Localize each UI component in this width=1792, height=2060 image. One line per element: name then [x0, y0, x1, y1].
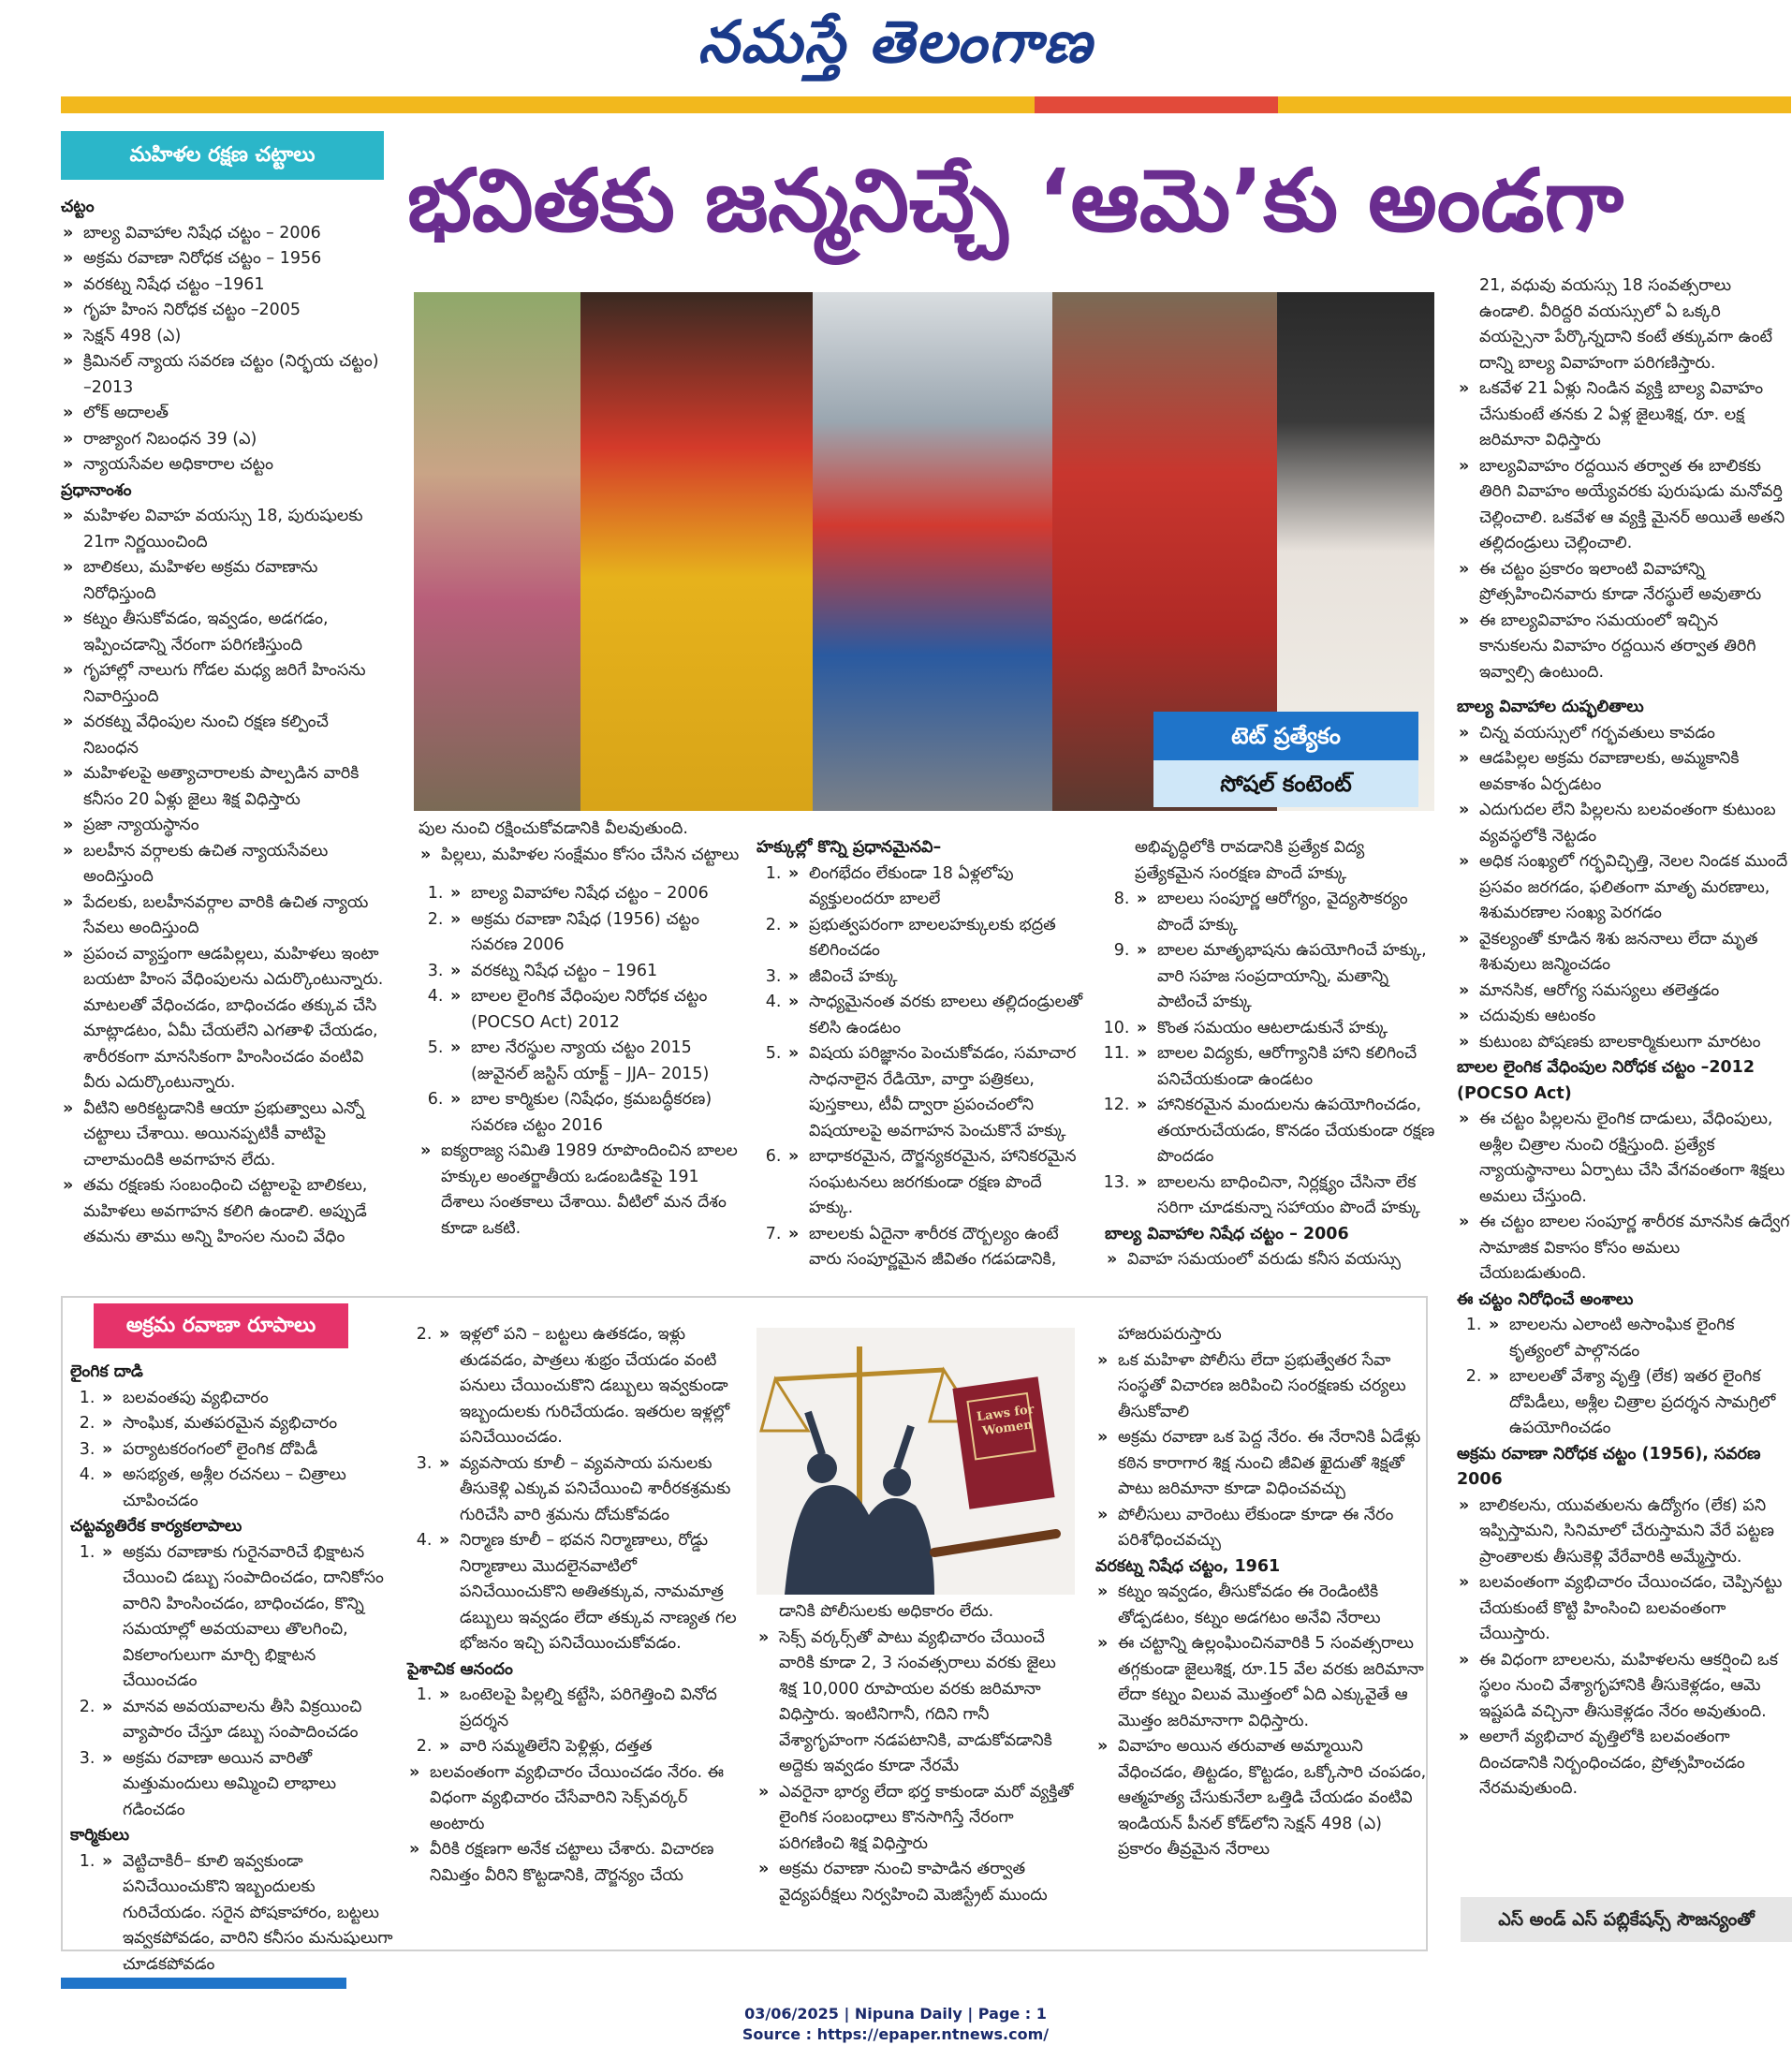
list-item: » 10. కొంత సమయం ఆటలాడుకునే హక్కు: [1135, 1016, 1437, 1042]
rights-list: [756, 861, 1089, 1273]
list-item: » ప్రజా న్యాయస్థానం: [61, 813, 389, 839]
list-item: » ప్రపంచ వ్యాప్తంగా ఆడపిల్లలు, మహిళలు ఇంటా బయటా హింస వేధింపులను ఎదుర్కొంటున్నారు. మాటలతో వేధించడం, బాధించడం తక్కువ చేసి మాట్లాడటం, ఏమీ చేయలేని ఎగతాళి చేయడం, శారీరకంగా మానసికంగా హింసించడం వంటివి వీరు ఎదుర్కొంటున్నారు.: [61, 942, 389, 1096]
masthead: [0, 0, 1791, 89]
list-item: » అక్రమ రవాణా నిరోధక చట్టం – 1956: [61, 246, 389, 272]
bullet-list: [1095, 1348, 1428, 1554]
list-item: » 1. బలవంతపు వ్యభిచారం: [100, 1386, 393, 1412]
right-column: [1457, 273, 1791, 1889]
list-item: » కట్నం తీసుకోవడం, ఇవ్వడం, అడగడం, ఇప్పించడాన్ని నేరంగా పరిగణిస్తుంది: [61, 607, 389, 658]
list-item: » మానసిక, ఆరోగ్య సమస్యలు తలెత్తడం: [1457, 978, 1791, 1005]
section-heading: వరకట్న నిషేధ చట్టం, 1961: [1095, 1556, 1281, 1576]
list-item: » 6. బాల కార్మికుల (నిషేధం, క్రమబద్ధీకరణ) సవరణ చట్టం 2016: [448, 1087, 742, 1139]
list-item: » 3. అక్రమ రవాణా అయిన వారితో మత్తుమందులు అమ్మించి లాభాలు గడించడం: [100, 1746, 393, 1824]
section-heading: హక్కుల్లో కొన్ని ప్రధానమైనవి–: [756, 838, 942, 857]
list-item: » 4. బాలల లైంగిక వేధింపుల నిరోధక చట్టం (POCSO Act) 2012: [448, 984, 742, 1036]
book-cover-text: Laws for Women: [976, 1402, 1036, 1439]
list-item: » 2. మానవ అవయవాలను తీసి విక్రయించి వ్యాపారం చేస్తూ డబ్బు సంపాదించడం: [100, 1695, 393, 1746]
credit-line: ఎస్ అండ్ ఎస్ పబ్లికేషన్స్ సౌజన్యంతో: [1461, 1897, 1792, 1942]
section-heading: బాల్య వివాహాల దుష్ఫలితాలు: [1457, 698, 1644, 716]
caption-special: టెట్ ప్రత్యేకం: [1153, 712, 1418, 760]
list-item: » 2. సాంఘిక, మతపరమైన వ్యభిచారం: [100, 1411, 393, 1437]
list-item: » అధిక సంఖ్యలో గర్భవిచ్ఛిత్తి, నెలల నిండక ముందే ప్రసవం జరగడం, ఫలితంగా మాతృ మరణాలు, శిశుమరణాల సంఖ్య పెరగడం: [1457, 849, 1791, 927]
list-item: » బాలికలు, మహిళల అక్రమ రవాణాను నిరోధిస్తుంది: [61, 555, 389, 607]
justice-illustration: [756, 1328, 1075, 1595]
list-item: » క్రిమినల్ న్యాయ సవరణ చట్టం (నిర్భయ చట్టం) –2013: [61, 349, 389, 401]
list-item: » 5. విషయ పరిజ్ఞానం పెంచుకోవడం, సమాచార సాధనాలైన రేడియో, వార్తా పత్రికలు, పుస్తకాలు, టీవీ ద్వారా ప్రపంచంలోని విషయాలపై అవగాహన పెంచుకొనే హక్కు: [786, 1041, 1089, 1144]
bullet-list: [1105, 1247, 1437, 1273]
list-item: » బలవంతంగా వ్యభిచారం చేయించడం, చెప్పినట్టు చేయకుంటే కొట్టి హింసించి బలవంతంగా చేయిస్తారు.: [1457, 1570, 1791, 1648]
effects-list: [1457, 721, 1791, 1056]
list-item: » లోక్ అదాలత్: [61, 401, 389, 427]
box-column-1: [70, 1360, 393, 1974]
list-item: » కట్నం ఇవ్వడం, తీసుకోవడం ఈ రెండింటికి తోడ్పడటం, కట్నం అడగటం అనేవి నేరాలు: [1095, 1580, 1428, 1631]
illegal-list: [70, 1540, 393, 1824]
column-2: [419, 817, 742, 1285]
list-item: » 5. బాల నేరస్థుల న్యాయ చట్టం 2015 (జువైనల్ జస్టిస్ యాక్ట్ – JJA– 2015): [448, 1036, 742, 1087]
list-item: » ఐక్యరాజ్య సమితి 1989 రూపొందించిన బాలల హక్కుల అంతర్జాతీయ ఒడంబడికపై 191 దేశాలు సంతకాలు చేశాయి. వీటిలో మన దేశం కూడా ఒకటి.: [419, 1139, 742, 1242]
top-rule-accent: [1035, 96, 1278, 113]
paragraph: పుల నుంచి రక్షించుకోవడానికి వీలవుతుంది.: [419, 819, 688, 838]
list-item: » ఈ విధంగా బాలలను, మహిళలను ఆకర్షించి ఒక స్థలం నుంచి వేశ్యాగృహానికి తీసుకెళ్లడం, ఆమె ఇష్టపడి వచ్చినా తీసుకెళ్లడం నేరం అవుతుంది.: [1457, 1648, 1791, 1726]
column-3: [756, 835, 1089, 1285]
list-item: » వీరికి రక్షణగా అనేక చట్టాలు చేశారు. విచారణ నిమిత్తం వీరిని కొట్టడానికి, దౌర్జన్యం చేయ: [407, 1837, 737, 1889]
list-item: » వివాహ సమయంలో వరుడు కనీస వయస్సు: [1105, 1247, 1437, 1273]
list-item: » ఈ చట్టం పిల్లలను లైంగిక దాడులు, వేధింపులు, అశ్లీల చిత్రాల నుంచి రక్షిస్తుంది. ప్రత్యేక న్యాయస్థానాలు ఏర్పాటు చేసి వేగవంతంగా శిక్షలు అమలు చేస్తుంది.: [1457, 1107, 1791, 1210]
list-item: » 2. ఇళ్లలో పని – బట్టలు ఉతకడం, ఇళ్లు తుడవడం, పాత్రలు శుభ్రం చేయడం వంటి పనులు చేయించుకొని డబ్బులు ఇవ్వకుండా ఇబ్బందులకు గురిచేయడం. ఇతరుల ఇళ్లల్లో పనిచేయించడం.: [437, 1322, 737, 1451]
bullet-list: [407, 1760, 737, 1890]
list-item: » 4. అసభ్యత, అశ్లీల రచనలు – చిత్రాలు చూపించడం: [100, 1463, 393, 1514]
bottom-rule: [61, 1978, 346, 1989]
list-item: » వివాహం అయిన తరువాత అమ్మాయిని వేధించడం, తిట్టడం, కొట్టడం, ఒక్కోసారి చంపడం, ఆత్మహత్య చేసుకునేలా ఒత్తిడి చేయడం వంటివి ఇండియన్ పీనల్ కోడ్‌లోని సెక్షన్ 498 (ఎ) ప్రకారం తీవ్రమైన నేరాలు: [1095, 1734, 1428, 1863]
section-tag: మహిళల రక్షణ చట్టాలు: [61, 131, 384, 180]
section-heading: చట్టవ్యతిరేక కార్యకలాపాలు: [70, 1517, 242, 1536]
paragraph: డానికి పోలీసులకు అధికారం లేదు.: [779, 1602, 994, 1621]
list-item: » 4. సాధ్యమైనంత వరకు బాలలు తల్లిదండ్రులతో కలిసి ఉండటం: [786, 990, 1089, 1041]
list-item: » పోలీసులు వారెంటు లేకుండా కూడా ఈ నేరం పరిశోధించవచ్చు: [1095, 1503, 1428, 1554]
paragraph: హాజరుపరుస్తారు: [1118, 1325, 1222, 1344]
list-item: » తమ రక్షణకు సంబంధించి చట్టాలపై బాలికలు, మహిళలు అవగాహన కలిగి ఉండాలి. అప్పుడే తమను తాము అన్ని హింసల నుంచి వేధిం: [61, 1173, 389, 1251]
bullet-list: [419, 1139, 742, 1242]
list-item: » ఎవరైనా భార్య లేదా భర్త కాకుండా మరో వ్యక్తితో లైంగిక సంబంధాలు కొనసాగిస్తే నేరంగా పరిగణించి శిక్ష విధిస్తారు: [756, 1780, 1075, 1858]
caption-subject: సోషల్ కంటెంట్: [1153, 760, 1418, 807]
trafficking-list: [1457, 1494, 1791, 1802]
box-column-3: [756, 1599, 1075, 1946]
pocso-list: [1457, 1107, 1791, 1288]
list-item: » వైకల్యంతో కూడిన శిశు జననాలు లేదా మృత శిశువులు జన్మించడం: [1457, 927, 1791, 978]
footer-issue-line: 03/06/2025 | Nipuna Daily | Page : 1: [744, 2005, 1047, 2023]
list-item: » 3. వరకట్న నిషేధ చట్టం – 1961: [448, 959, 742, 985]
bullet-list: [419, 843, 742, 869]
section-heading: బాలల లైంగిక వేధింపుల నిరోధక చట్టం –2012 (POCSO Act): [1457, 1058, 1755, 1103]
section-heading: ప్రధానాంశం: [61, 480, 132, 500]
photo-woman-1: [414, 292, 580, 811]
headline: భవితకు జన్మనిచ్చే ‘ఆమె’కు అండగా: [407, 151, 1624, 251]
list-item: » బాల్య వివాహాల నిషేధ చట్టం – 2006: [61, 221, 389, 247]
section-heading: బాల్య వివాహాల నిషేధ చట్టం – 2006: [1105, 1224, 1349, 1243]
list-item: » అలాగే వ్యభిచార వృత్తిలోకి బలవంతంగా దించడానికి నిర్బంధించడం, ప్రోత్సహించడం నేరమవుతుంది.: [1457, 1725, 1791, 1802]
list-item: » పిల్లలు, మహిళల సంక్షేమం కోసం చేసిన చట్టాలు: [419, 843, 742, 869]
list-item: » 8. బాలలు సంపూర్ణ ఆరోగ్యం, వైద్యసౌకర్యం పొందే హక్కు: [1135, 887, 1437, 938]
list-item: » ఈ చట్టం ప్రకారం ఇలాంటి వివాహాన్ని ప్రోత్సహించినవారు కూడా నేరస్థులే అవుతారు: [1457, 557, 1791, 609]
list-item: » వీటిని అరికట్టడానికి ఆయా ప్రభుత్వాలు ఎన్నో చట్టాలు చేశాయి. అయినప్పటికీ వాటిపై చాలామందికి అవగాహన లేదు.: [61, 1096, 389, 1174]
list-item: » 7. బాలలకు ఏదైనా శారీరక దౌర్బల్యం ఉంటే వారు సంపూర్ణమైన జీవితం గడపడానికి,: [786, 1222, 1089, 1273]
list-item: » ఆడపిల్లల అక్రమ రవాణాలకు, అమ్మకానికి అవకాశం ఏర్పడటం: [1457, 746, 1791, 798]
list-item: » మహిళల వివాహ వయస్సు 18, పురుషులకు 21గా నిర్ణయించింది: [61, 504, 389, 555]
list-item: » ఈ చట్టాన్ని ఉల్లంఘించినవారికి 5 సంవత్సరాలు తగ్గకుండా జైలుశిక్ష, రూ.15 వేల వరకు జరిమానా లేదా కట్నం విలువ మొత్తంలో ఏది ఎక్కువైతే ఆ మొత్తం జరిమానాగా విధిస్తారు.: [1095, 1631, 1428, 1734]
paragraph: 21, వధువు వయస్సు 18 సంవత్సరాలు ఉండాలి. వీరిద్దరి వయస్సులో ఏ ఒక్కరి వయస్సైనా పేర్కొన్నదాని కంటే తక్కువగా ఉంటే దాన్ని బాల్య వివాహంగా పరిగణిస్తారు.: [1479, 276, 1773, 373]
left-column: [61, 195, 389, 1290]
section-heading: కార్మికులు: [70, 1826, 130, 1845]
list-item: » 12. హానికరమైన మందులను ఉపయోగించడం, తయారుచేయడం, కొనడం చేయకుండా రక్షణ పొందడం: [1135, 1093, 1437, 1170]
bullet-list: [756, 1626, 1075, 1909]
footer-source-line: Source : https://epaper.ntnews.com/: [742, 2025, 1050, 2043]
forms-list: [70, 1386, 393, 1515]
list-item: » వరకట్న వేధింపుల నుంచి రక్షణ కల్పించే నిబంధన: [61, 710, 389, 761]
laws-numbered-list: [419, 881, 742, 1139]
list-item: » 1. బాల్య వివాహాల నిషేధ చట్టం – 2006: [448, 881, 742, 907]
list-item: » న్యాయసేవల అధికారాల చట్టం: [61, 452, 389, 478]
list-item: » 4. నిర్మాణ కూలీ – భవన నిర్మాణాలు, రోడ్డు నిర్మాణాలు మొదలైనవాటిలో పనిచేయించుకొని అతితక్కువ, నామమాత్ర డబ్బులు ఇవ్వడం లేదా తక్కువ నాణ్యత గల భోజనం ఇచ్చి పనిచేయించుకోవడం.: [437, 1528, 737, 1657]
list-item: » 1. ఒంటెలపై పిల్లల్ని కట్టేసి, పరిగెత్తించి వినోద ప్రదర్శన: [437, 1683, 737, 1734]
list-item: » 3. జీవించే హక్కు: [786, 964, 1089, 991]
section-heading: లైంగిక దాడి: [70, 1362, 143, 1381]
list-item: » కుటుంబ పోషణకు బాలకార్మికులుగా మారటం: [1457, 1030, 1791, 1056]
photo-woman-2: [580, 292, 813, 811]
list-item: » బలహీన వర్గాలకు ఉచిత న్యాయసేవలు అందిస్తుంది: [61, 839, 389, 890]
list-item: » ఎదుగుదల లేని పిల్లలను బలవంతంగా కుటుంబ వ్యవస్థలోకి నెట్టడం: [1457, 798, 1791, 849]
list-item: » 3. పర్యాటకరంగంలో లైంగిక దోపిడీ: [100, 1437, 393, 1464]
box-column-2: [407, 1322, 737, 1945]
box-tag: అక్రమ రవాణా రూపాలు: [94, 1303, 348, 1348]
list-item: » బలవంతంగా వ్యభిచారం చేయించడం నేరం. ఈ విధంగా వ్యభిచారం చేసేవారిని సెక్స్‌వర్కర్ అంటారు: [407, 1760, 737, 1838]
top-rule: [61, 96, 1791, 113]
page-footer: [0, 2004, 1791, 2045]
list-item: » అక్రమ రవాణా ఒక పెద్ద నేరం. ఈ నేరానికి ఏడేళ్లు కఠిన కారాగార శిక్ష నుంచి జీవిత ఖైదుతో శిక్షతో పాటు జరిమానా కూడా విధించవచ్చు: [1095, 1425, 1428, 1503]
list-item: » ఒకవేళ 21 ఏళ్లు నిండిన వ్యక్తి బాల్య వివాహం చేసుకుంటే తనకు 2 ఏళ్ల జైలుశిక్ష, రూ. లక్ష జరిమానా విధిస్తారు: [1457, 376, 1791, 454]
list-item: » 1. అక్రమ రవాణాకు గురైనవారిచే భిక్షాటన చేయించి డబ్బు సంపాదించడం, దానికోసం వారిని హింసించడం, బాధించడం, కొన్ని సమయాల్లో అవయవాలు తొలగించి, వికలాంగులుగా మార్చి భిక్షాటన చేయించడం: [100, 1540, 393, 1695]
laws-list: [61, 221, 389, 478]
list-item: » రాజ్యాంగ నిబంధన 39 (ఎ): [61, 427, 389, 453]
section-heading: ఈ చట్టం నిరోధించే అంశాలు: [1457, 1289, 1634, 1309]
list-item: » బాలికలను, యువతులను ఉద్యోగం (లేక) పని ఇప్పిస్తామని, సినిమాలో చేరుస్తామని వేరే పట్టణ ప్రాంతాలకు తీసుకెళ్లి వేరేవారికి అమ్మేస్తారు.: [1457, 1494, 1791, 1571]
list-item: » సెక్షన్ 498 (ఎ): [61, 324, 389, 350]
rights-list-continued: [1105, 887, 1437, 1222]
scales-of-justice-icon: [756, 1328, 1075, 1595]
section-heading: అక్రమ రవాణా నిరోధక చట్టం (1956), సవరణ 2006: [1457, 1444, 1761, 1489]
section-heading: పైశాచిక ఆనందం: [407, 1659, 513, 1679]
photo-woman-3: [813, 292, 1052, 811]
list-item: » ఒక మహిళా పోలీసు లేదా ప్రభుత్వేతర సేవా సంస్థతో విచారణ జరిపించి సంరక్షణకు చర్యలు తీసుకోవాలి: [1095, 1348, 1428, 1426]
list-item: » 9. బాలల మాతృభాషను ఉపయోగించే హక్కు, వారి సహజ సంప్రదాయాన్ని, మతాన్ని పాటించే హక్కు: [1135, 938, 1437, 1016]
pleasure-list: [407, 1683, 737, 1760]
prevents-list: [1457, 1313, 1791, 1442]
points-list: [61, 504, 389, 1251]
list-item: » గృహ హింస నిరోధక చట్టం –2005: [61, 298, 389, 324]
list-item: » బాల్యవివాహం రద్దయిన తర్వాత ఈ బాలికకు తిరిగి వివాహం అయ్యేవరకు పురుషుడు మనోవర్తి చెల్లించాలి. ఒకవేళ ఆ వ్యక్తి మైనర్ అయితే అతని తల్లిదండ్రులు చెల్లించాలి.: [1457, 454, 1791, 557]
masthead-title: నమస్తే తెలంగాణ: [698, 7, 1094, 76]
list-item: » 2. అక్రమ రవాణా నిషేధ (1956) చట్టం సవరణ 2006: [448, 907, 742, 959]
list-item: » గృహాల్లో నాలుగు గోడల మధ్య జరిగే హింసను నివారిస్తుంది: [61, 658, 389, 710]
list-item: » చిన్న వయస్సులో గర్భవతులు కావడం: [1457, 721, 1791, 747]
list-item: » 2. వారి సమ్మతిలేని పెళ్లిళ్లు, దత్తత: [437, 1734, 737, 1760]
list-item: » 1. లింగభేదం లేకుండా 18 ఏళ్లలోపు వ్యక్తులందరూ బాలలే: [786, 861, 1089, 913]
list-item: » అక్రమ రవాణా నుంచి కాపాడిన తర్వాత వైద్యపరీక్షలు నిర్వహించి మెజిస్ట్రేట్ ముందు: [756, 1857, 1075, 1908]
section-heading: చట్టం: [61, 198, 95, 216]
column-4: [1105, 835, 1437, 1285]
box-column-4: [1095, 1322, 1428, 1945]
list-item: » 1. వెట్టిచాకిరీ– కూలి ఇవ్వకుండా పనిచేయించుకొని ఇబ్బందులకు గురిచేయడం. సరైన పోషకాహారం, బట్టలు ఇవ్వకపోవడం, వారిని కనీసం మనుషులుగా చూడకపోవడం: [100, 1849, 393, 1979]
list-item: » 3. వ్యవసాయ కూలీ – వ్యవసాయ పనులకు తీసుకెళ్లి ఎక్కువ పనిచేయించి శారీరకశ్రమకు గురిచేసి వారి శ్రమను దోచుకోవడం: [437, 1451, 737, 1529]
list-item: » 13. బాలలను బాధించినా, నిర్లక్ష్యం చేసినా లేక సరిగా చూడకున్నా సహాయం పొందే హక్కు: [1135, 1170, 1437, 1222]
list-item: » మహిళలపై అత్యాచారాలకు పాల్పడిన వారికి కనీసం 20 ఏళ్లు జైలు శిక్ష విధిస్తారు: [61, 761, 389, 813]
list-item: » చదువుకు ఆటంకం: [1457, 1004, 1791, 1030]
list-item: » 11. బాలల విద్యకు, ఆరోగ్యానికి హాని కలిగించే పనిచేయకుండా ఉండటం: [1135, 1041, 1437, 1093]
paragraph: అభివృద్ధిలోకి రావడానికి ప్రత్యేక విద్య ప్రత్యేకమైన సంరక్షణ పొందే హక్కు: [1135, 838, 1365, 883]
list-item: » వరకట్న నిషేధ చట్టం –1961: [61, 272, 389, 299]
list-item: » ఈ బాల్యవివాహం సమయంలో ఇచ్చిన కానుకలను వివాహం రద్దయిన తర్వాత తిరిగి ఇవ్వాల్సి ఉంటుంది.: [1457, 609, 1791, 686]
list-item: » ఈ చట్టం బాలల సంపూర్ణ శారీరక మానసిక ఉద్వేగ సామాజిక వికాసం కోసం అమలు చేయబడుతుంది.: [1457, 1210, 1791, 1288]
list-item: » 1. బాలలను ఎలాంటి అసాంఘిక లైంగిక కృత్యంలో పాల్గొనడం: [1487, 1313, 1791, 1364]
list-item: » 6. బాధాకరమైన, దౌర్జన్యకరమైన, హానికరమైన సంఘటనలు జరగకుండా రక్షణ పొందే హక్కు.: [786, 1144, 1089, 1222]
list-item: » పేదలకు, బలహీనవర్గాల వారికి ఉచిత న్యాయ సేవలు అందిస్తుంది: [61, 890, 389, 942]
labour-list-continued: [407, 1322, 737, 1657]
bullet-list: [1457, 376, 1791, 685]
list-item: » సెక్స్ వర్కర్స్‌తో పాటు వ్యభిచారం చేయించే వారికి కూడా 2, 3 సంవత్సరాలు వరకు జైలు శిక్ష 10,000 రూపాయల వరకు జరిమానా విధిస్తారు. ఇంటినిగానీ, గదిని గానీ వేశ్యాగృహంగా నడపటానికి, వాడుకోవడానికి అద్దెకు ఇవ్వడం కూడా నేరమే: [756, 1626, 1075, 1780]
dowry-list: [1095, 1580, 1428, 1863]
labour-list: [70, 1849, 393, 1979]
list-item: » 2. బాలలతో వేశ్యా వృత్తి (లేక) ఇతర లైంగిక దోపిడీలు, అశ్లీల చిత్రాల ప్రదర్శన సామగ్రిలో ఉపయోగించడం: [1487, 1364, 1791, 1442]
list-item: » 2. ప్రభుత్వపరంగా బాలలహక్కులకు భద్రత కలిగించడం: [786, 913, 1089, 964]
